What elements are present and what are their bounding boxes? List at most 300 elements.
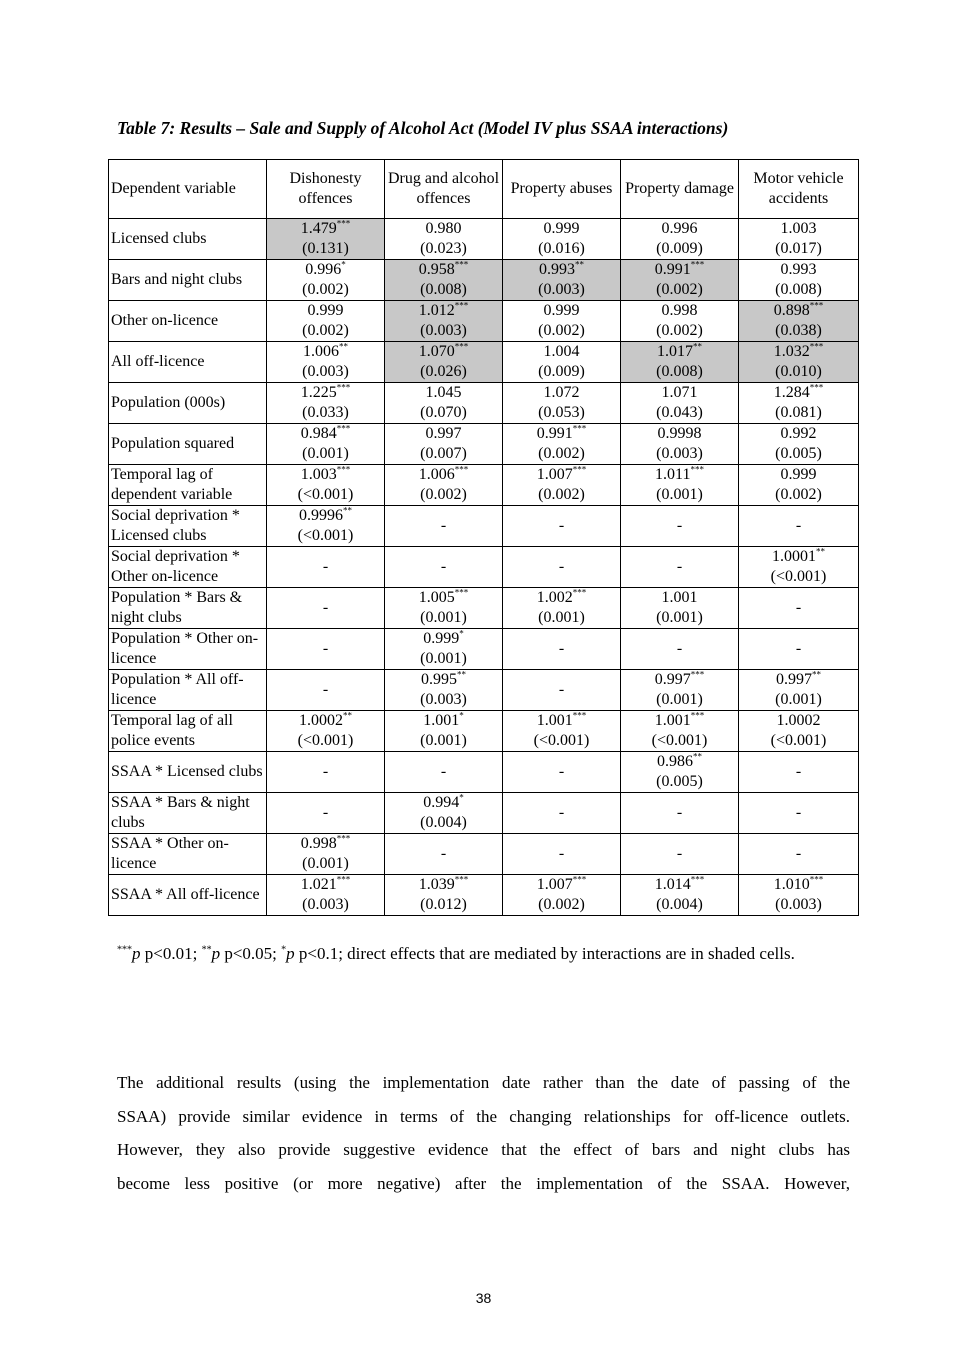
standard-error: (0.002) bbox=[538, 445, 585, 462]
coefficient bbox=[269, 260, 382, 280]
paragraph-line: The additional results (using the implementation date rather than the date of passing of the bbox=[117, 1073, 850, 1092]
coefficient bbox=[505, 588, 618, 608]
table-row bbox=[109, 383, 859, 424]
standard-error: (0.008) bbox=[656, 363, 703, 380]
significance-stars: *** bbox=[690, 259, 705, 270]
coefficient-value: - bbox=[322, 558, 329, 575]
standard-error: (0.003) bbox=[420, 322, 467, 339]
table-cell bbox=[621, 301, 739, 342]
table-cell bbox=[621, 834, 739, 875]
coefficient bbox=[741, 301, 856, 321]
coefficient-value: 1.001 bbox=[654, 712, 691, 729]
table-cell bbox=[267, 260, 385, 301]
table-cell bbox=[503, 711, 621, 752]
coefficient-value: 0.997 bbox=[425, 425, 462, 442]
table-cell bbox=[621, 219, 739, 260]
standard-error: (0.038) bbox=[775, 322, 822, 339]
table-cell bbox=[739, 383, 859, 424]
standard-error: (0.003) bbox=[420, 691, 467, 708]
coefficient bbox=[269, 598, 382, 618]
table-cell bbox=[385, 588, 503, 629]
standard-error: (0.003) bbox=[302, 363, 349, 380]
table-row bbox=[109, 506, 859, 547]
note-stars: *** bbox=[117, 944, 132, 956]
standard-error: (0.002) bbox=[775, 486, 822, 503]
coefficient-value: 1.001 bbox=[423, 712, 460, 729]
column-header: Property abuses bbox=[503, 160, 621, 219]
significance-stars: *** bbox=[454, 259, 469, 270]
table-cell bbox=[739, 342, 859, 383]
coefficient-value: 1.012 bbox=[418, 302, 455, 319]
coefficient-value: 0.993 bbox=[539, 261, 575, 278]
coefficient-value: 0.991 bbox=[536, 425, 573, 442]
coefficient bbox=[387, 711, 500, 731]
table-cell bbox=[267, 465, 385, 506]
table-cell bbox=[739, 711, 859, 752]
coefficient bbox=[623, 383, 736, 403]
row-label: SSAA * Other on-licence bbox=[109, 834, 267, 875]
significance-stars: *** bbox=[690, 874, 705, 885]
coefficient-value: 1.005 bbox=[418, 589, 455, 606]
coefficient bbox=[741, 844, 856, 864]
coefficient-value: - bbox=[558, 640, 565, 657]
coefficient bbox=[623, 844, 736, 864]
coefficient-value: 1.017 bbox=[657, 343, 693, 360]
coefficient bbox=[269, 711, 382, 731]
coefficient-value: 0.997 bbox=[776, 671, 812, 688]
standard-error: (0.002) bbox=[420, 486, 467, 503]
table-cell bbox=[621, 670, 739, 711]
table-cell bbox=[267, 301, 385, 342]
standard-error: (0.007) bbox=[420, 445, 467, 462]
table-cell bbox=[503, 506, 621, 547]
coefficient bbox=[741, 424, 856, 444]
column-header: Motor vehicle accidents bbox=[739, 160, 859, 219]
standard-error: (0.001) bbox=[420, 650, 467, 667]
coefficient-value: 0.999 bbox=[307, 302, 344, 319]
coefficient bbox=[741, 383, 856, 403]
table-cell bbox=[739, 301, 859, 342]
coefficient-value: 1.225 bbox=[300, 384, 337, 401]
coefficient-value: 1.072 bbox=[543, 384, 580, 401]
standard-error: (0.002) bbox=[302, 281, 349, 298]
standard-error: (0.001) bbox=[775, 691, 822, 708]
row-label: Population (000s) bbox=[109, 383, 267, 424]
coefficient-value: 0.9996 bbox=[299, 507, 343, 524]
significance-stars: ** bbox=[343, 710, 352, 721]
note-stars: ** bbox=[201, 944, 212, 956]
table-cell bbox=[621, 506, 739, 547]
standard-error: (0.002) bbox=[656, 322, 703, 339]
table-cell bbox=[621, 793, 739, 834]
coefficient-value: 0.9998 bbox=[657, 425, 702, 442]
coefficient-value: - bbox=[440, 845, 447, 862]
coefficient bbox=[623, 516, 736, 536]
table-cell bbox=[267, 219, 385, 260]
coefficient-value: 1.039 bbox=[418, 876, 455, 893]
table-cell bbox=[739, 834, 859, 875]
coefficient bbox=[623, 260, 736, 280]
coefficient-value: 0.980 bbox=[425, 220, 462, 237]
coefficient bbox=[505, 680, 618, 700]
table-cell bbox=[385, 301, 503, 342]
standard-error: (0.002) bbox=[538, 322, 585, 339]
coefficient-value: 1.0001 bbox=[772, 548, 816, 565]
row-label: Licensed clubs bbox=[109, 219, 267, 260]
coefficient bbox=[387, 793, 500, 813]
coefficient-value: 0.998 bbox=[661, 302, 698, 319]
table-row bbox=[109, 424, 859, 465]
table-cell bbox=[267, 670, 385, 711]
standard-error: (0.008) bbox=[775, 281, 822, 298]
row-label: Population * Bars & night clubs bbox=[109, 588, 267, 629]
coefficient-value: - bbox=[676, 640, 683, 657]
coefficient bbox=[269, 875, 382, 895]
standard-error: (0.043) bbox=[656, 404, 703, 421]
table-row bbox=[109, 711, 859, 752]
table-cell bbox=[621, 260, 739, 301]
standard-error: (0.081) bbox=[775, 404, 822, 421]
row-label: All off-licence bbox=[109, 342, 267, 383]
coefficient-value: 1.032 bbox=[773, 343, 810, 360]
note-stars: * bbox=[281, 944, 287, 956]
standard-error: (0.005) bbox=[656, 773, 703, 790]
standard-error: (0.009) bbox=[538, 363, 585, 380]
coefficient-value: - bbox=[322, 804, 329, 821]
coefficient bbox=[741, 598, 856, 618]
coefficient-value: - bbox=[440, 763, 447, 780]
standard-error: (0.002) bbox=[538, 896, 585, 913]
coefficient bbox=[269, 383, 382, 403]
standard-error: (0.005) bbox=[775, 445, 822, 462]
coefficient-value: - bbox=[676, 804, 683, 821]
table-cell bbox=[739, 547, 859, 588]
table-cell bbox=[503, 465, 621, 506]
coefficient bbox=[741, 342, 856, 362]
table-cell bbox=[739, 752, 859, 793]
table-cell bbox=[503, 424, 621, 465]
row-label: Social deprivation * Licensed clubs bbox=[109, 506, 267, 547]
table-cell bbox=[739, 588, 859, 629]
standard-error: (0.003) bbox=[775, 896, 822, 913]
table-cell bbox=[739, 465, 859, 506]
coefficient bbox=[269, 680, 382, 700]
coefficient-value: 1.021 bbox=[300, 876, 337, 893]
coefficient bbox=[741, 547, 856, 567]
coefficient bbox=[269, 219, 382, 239]
significance-stars: *** bbox=[572, 710, 587, 721]
table-cell bbox=[385, 711, 503, 752]
row-label: Population squared bbox=[109, 424, 267, 465]
table-cell bbox=[621, 342, 739, 383]
paragraph-line: SSAA) provide similar evidence in terms of the changing relationships for off-licence outlets. bbox=[117, 1106, 850, 1126]
standard-error: (0.004) bbox=[656, 896, 703, 913]
significance-stars: *** bbox=[809, 341, 824, 352]
standard-error: (0.010) bbox=[775, 363, 822, 380]
table-body bbox=[109, 219, 859, 916]
coefficient bbox=[505, 516, 618, 536]
coefficient-value: 1.071 bbox=[661, 384, 698, 401]
table-cell bbox=[267, 629, 385, 670]
coefficient bbox=[505, 639, 618, 659]
coefficient bbox=[269, 557, 382, 577]
coefficient bbox=[387, 629, 500, 649]
coefficient-value: - bbox=[795, 763, 802, 780]
coefficient-value: - bbox=[558, 845, 565, 862]
coefficient-value: 1.001 bbox=[536, 712, 573, 729]
significance-stars: *** bbox=[572, 464, 587, 475]
table-cell bbox=[267, 793, 385, 834]
standard-error: (0.003) bbox=[656, 445, 703, 462]
coefficient-value: 1.002 bbox=[536, 589, 573, 606]
significance-stars: ** bbox=[339, 341, 348, 352]
coefficient bbox=[387, 670, 500, 690]
table-cell bbox=[385, 465, 503, 506]
standard-error: (0.003) bbox=[302, 896, 349, 913]
coefficient bbox=[741, 465, 856, 485]
table-cell bbox=[503, 834, 621, 875]
table-cell bbox=[503, 383, 621, 424]
table-cell bbox=[503, 588, 621, 629]
column-header: Property damage bbox=[621, 160, 739, 219]
row-label: SSAA * Bars & night clubs bbox=[109, 793, 267, 834]
coefficient-value: - bbox=[676, 558, 683, 575]
coefficient-value: 1.479 bbox=[300, 220, 337, 237]
table-cell bbox=[739, 670, 859, 711]
coefficient-value: - bbox=[440, 517, 447, 534]
coefficient bbox=[741, 803, 856, 823]
standard-error: (0.033) bbox=[302, 404, 349, 421]
coefficient-value: 1.001 bbox=[661, 589, 698, 606]
significance-stars: *** bbox=[336, 218, 351, 229]
coefficient bbox=[387, 844, 500, 864]
significance-stars: *** bbox=[572, 423, 587, 434]
standard-error: (0.001) bbox=[420, 732, 467, 749]
table-cell bbox=[385, 752, 503, 793]
coefficient-value: - bbox=[558, 804, 565, 821]
table-row bbox=[109, 752, 859, 793]
table-row bbox=[109, 875, 859, 916]
coefficient bbox=[741, 260, 856, 280]
coefficient bbox=[505, 260, 618, 280]
coefficient bbox=[387, 424, 500, 444]
table-row bbox=[109, 629, 859, 670]
table-row bbox=[109, 834, 859, 875]
standard-error: (0.008) bbox=[420, 281, 467, 298]
standard-error: (0.001) bbox=[302, 855, 349, 872]
coefficient bbox=[387, 875, 500, 895]
significance-stars: ** bbox=[343, 505, 352, 516]
table-cell bbox=[385, 219, 503, 260]
coefficient-value: 1.006 bbox=[418, 466, 455, 483]
coefficient-value: 1.007 bbox=[536, 876, 573, 893]
coefficient-value: 1.003 bbox=[300, 466, 337, 483]
table-cell bbox=[621, 875, 739, 916]
standard-error: (<0.001) bbox=[297, 732, 354, 749]
body-paragraph bbox=[117, 1066, 850, 1200]
table-cell bbox=[503, 260, 621, 301]
table-cell bbox=[621, 629, 739, 670]
standard-error: (0.012) bbox=[420, 896, 467, 913]
standard-error: (<0.001) bbox=[297, 527, 354, 544]
coefficient-value: 0.994 bbox=[423, 794, 460, 811]
table-row bbox=[109, 793, 859, 834]
table-cell bbox=[385, 424, 503, 465]
coefficient-value: - bbox=[322, 599, 329, 616]
coefficient-value: 0.898 bbox=[773, 302, 810, 319]
standard-error: (0.023) bbox=[420, 240, 467, 257]
table-cell bbox=[739, 219, 859, 260]
table-cell bbox=[385, 260, 503, 301]
coefficient bbox=[269, 762, 382, 782]
significance-stars: ** bbox=[816, 546, 825, 557]
coefficient bbox=[623, 588, 736, 608]
table-cell bbox=[739, 424, 859, 465]
coefficient-value: - bbox=[322, 763, 329, 780]
coefficient bbox=[741, 711, 856, 731]
coefficient bbox=[623, 424, 736, 444]
coefficient-value: 1.004 bbox=[543, 343, 580, 360]
column-header: Dependent variable bbox=[109, 160, 267, 219]
column-header: Dishonesty offences bbox=[267, 160, 385, 219]
coefficient bbox=[505, 424, 618, 444]
coefficient bbox=[741, 219, 856, 239]
coefficient bbox=[623, 342, 736, 362]
coefficient bbox=[505, 762, 618, 782]
standard-error: (0.001) bbox=[302, 445, 349, 462]
coefficient bbox=[505, 342, 618, 362]
coefficient bbox=[505, 803, 618, 823]
table-row bbox=[109, 670, 859, 711]
row-label: Temporal lag of dependent variable bbox=[109, 465, 267, 506]
table-cell bbox=[267, 875, 385, 916]
coefficient-value: 1.014 bbox=[654, 876, 691, 893]
coefficient bbox=[387, 342, 500, 362]
table-header-row bbox=[109, 160, 859, 219]
significance-stars: *** bbox=[809, 874, 824, 885]
table-cell bbox=[385, 506, 503, 547]
coefficient-value: 0.998 bbox=[300, 835, 337, 852]
coefficient-value: 1.045 bbox=[425, 384, 462, 401]
coefficient-value: 1.010 bbox=[773, 876, 810, 893]
table-cell bbox=[267, 588, 385, 629]
coefficient bbox=[387, 557, 500, 577]
coefficient-value: 1.0002 bbox=[299, 712, 343, 729]
coefficient bbox=[623, 465, 736, 485]
table-cell bbox=[385, 342, 503, 383]
table-cell bbox=[267, 711, 385, 752]
standard-error: (<0.001) bbox=[297, 486, 354, 503]
coefficient-value: 1.006 bbox=[303, 343, 339, 360]
table-cell bbox=[385, 875, 503, 916]
standard-error: (0.002) bbox=[302, 322, 349, 339]
coefficient bbox=[269, 342, 382, 362]
coefficient-value: 0.999 bbox=[423, 630, 460, 647]
row-label: Social deprivation * Other on-licence bbox=[109, 547, 267, 588]
standard-error: (0.017) bbox=[775, 240, 822, 257]
significance-stars: *** bbox=[809, 300, 824, 311]
coefficient bbox=[269, 424, 382, 444]
significance-stars: * bbox=[459, 792, 464, 803]
coefficient bbox=[623, 557, 736, 577]
coefficient-value: - bbox=[558, 517, 565, 534]
table-cell bbox=[267, 383, 385, 424]
coefficient-value: 0.999 bbox=[543, 220, 580, 237]
standard-error: (0.131) bbox=[302, 240, 349, 257]
coefficient bbox=[269, 834, 382, 854]
standard-error: (0.053) bbox=[538, 404, 585, 421]
table-cell bbox=[739, 629, 859, 670]
significance-stars: *** bbox=[454, 300, 469, 311]
coefficient bbox=[741, 875, 856, 895]
standard-error: (<0.001) bbox=[651, 732, 708, 749]
table-cell bbox=[503, 629, 621, 670]
coefficient-value: 1.011 bbox=[655, 466, 691, 483]
coefficient-value: - bbox=[440, 558, 447, 575]
coefficient-value: 1.070 bbox=[418, 343, 455, 360]
significance-stars: ** bbox=[457, 669, 466, 680]
standard-error: (0.001) bbox=[656, 691, 703, 708]
paragraph-line: become less positive (or more negative) after the implementation of the SSAA. However, bbox=[117, 1173, 850, 1193]
row-label: Population * Other on-licence bbox=[109, 629, 267, 670]
coefficient bbox=[387, 465, 500, 485]
coefficient-value: - bbox=[322, 640, 329, 657]
note-text: p<0.1; direct effects that are mediated by interactions are in shaded cells. bbox=[294, 944, 795, 963]
coefficient bbox=[623, 752, 736, 772]
significance-stars: * bbox=[341, 259, 346, 270]
table-row bbox=[109, 219, 859, 260]
table-cell bbox=[621, 752, 739, 793]
row-label: Bars and night clubs bbox=[109, 260, 267, 301]
coefficient bbox=[269, 803, 382, 823]
coefficient-value: 0.984 bbox=[300, 425, 337, 442]
significance-stars: *** bbox=[690, 669, 705, 680]
table-row bbox=[109, 301, 859, 342]
coefficient bbox=[623, 639, 736, 659]
coefficient-value: - bbox=[676, 517, 683, 534]
table-row bbox=[109, 588, 859, 629]
table-cell bbox=[385, 834, 503, 875]
standard-error: (0.009) bbox=[656, 240, 703, 257]
significance-stars: *** bbox=[336, 423, 351, 434]
coefficient-value: 0.996 bbox=[305, 261, 342, 278]
coefficient bbox=[387, 762, 500, 782]
results-table bbox=[108, 159, 859, 916]
standard-error: (0.001) bbox=[538, 609, 585, 626]
column-header: Drug and alcohol offences bbox=[385, 160, 503, 219]
coefficient-value: 1.0002 bbox=[776, 712, 821, 729]
coefficient-value: - bbox=[795, 517, 802, 534]
coefficient-value: - bbox=[676, 845, 683, 862]
coefficient-value: 0.958 bbox=[418, 261, 455, 278]
coefficient bbox=[505, 301, 618, 321]
coefficient-value: 1.284 bbox=[773, 384, 810, 401]
row-label: SSAA * Licensed clubs bbox=[109, 752, 267, 793]
coefficient-value: - bbox=[795, 599, 802, 616]
table-cell bbox=[739, 793, 859, 834]
table-cell bbox=[385, 629, 503, 670]
coefficient-value: 0.993 bbox=[780, 261, 817, 278]
standard-error: (0.001) bbox=[656, 609, 703, 626]
significance-stars: *** bbox=[454, 464, 469, 475]
standard-error: (0.070) bbox=[420, 404, 467, 421]
coefficient bbox=[269, 465, 382, 485]
table-cell bbox=[385, 670, 503, 711]
table-cell bbox=[385, 547, 503, 588]
significance-stars: *** bbox=[690, 464, 704, 475]
table-cell bbox=[385, 793, 503, 834]
coefficient bbox=[387, 588, 500, 608]
